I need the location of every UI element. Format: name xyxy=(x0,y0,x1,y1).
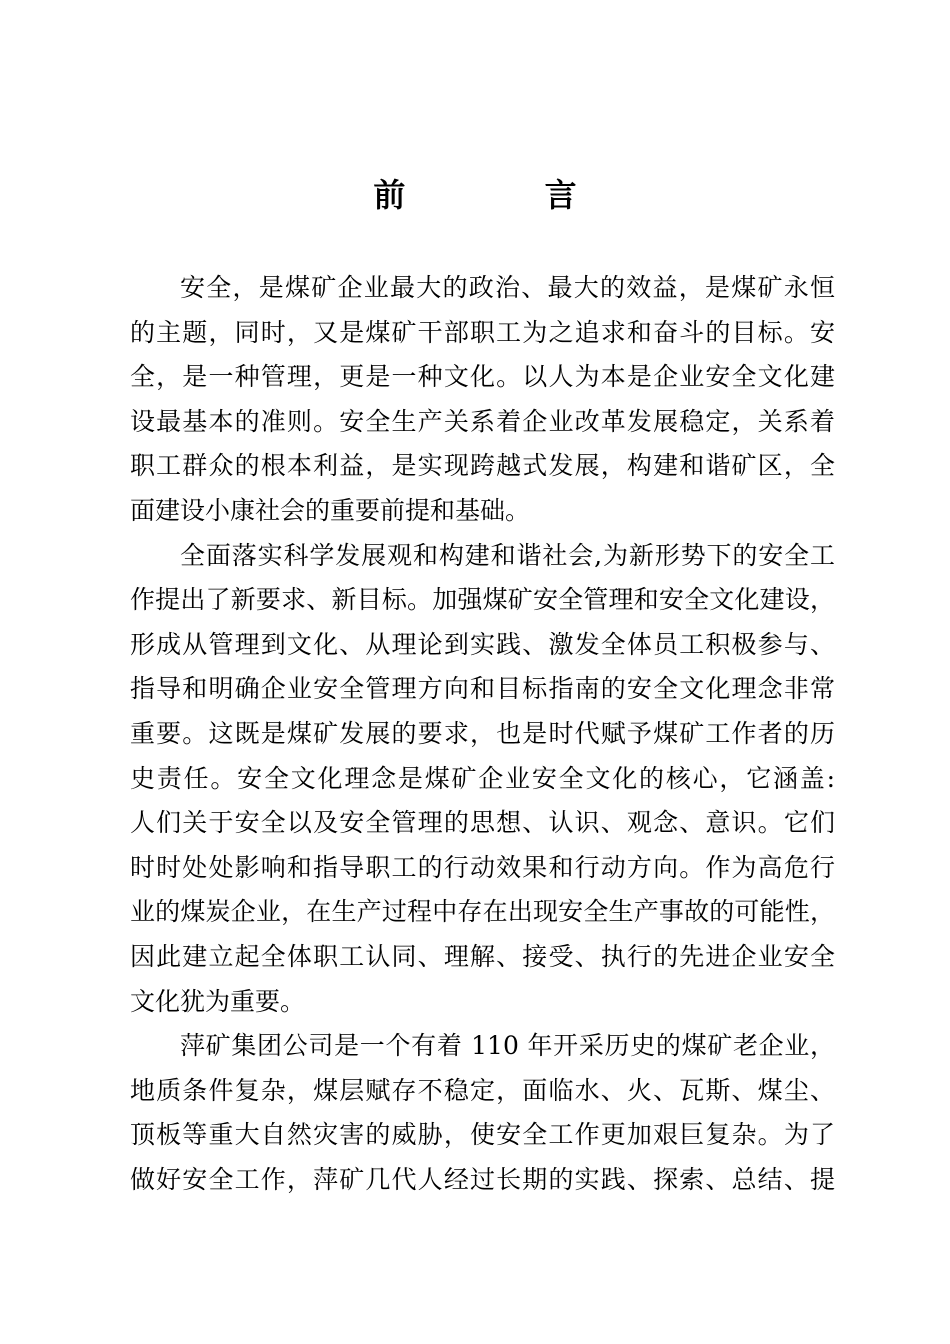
text-line: 形成从管理到文化、从理论到实践、激发全体员工积极参与、 xyxy=(130,629,835,659)
text-line: 因此建立起全体职工认同、理解、接受、执行的先进企业安全 xyxy=(130,941,835,971)
page-title: 前 言 xyxy=(373,176,641,214)
text-line: 地质条件复杂，煤层赋存不稳定，面临水、火、瓦斯、煤尘、 xyxy=(130,1075,835,1105)
text-line: 指导和明确企业安全管理方向和目标指南的安全文化理念非常 xyxy=(130,674,835,704)
document-body xyxy=(130,266,835,1202)
text-line: 安全，是煤矿企业最大的政治、最大的效益，是煤矿永恒 xyxy=(180,273,835,302)
text-line: 业的煤炭企业，在生产过程中存在出现安全生产事故的可能性， xyxy=(130,897,835,927)
text-line: 顶板等重大自然灾害的威胁，使安全工作更加艰巨复杂。为了 xyxy=(130,1120,835,1150)
text-line: 职工群众的根本利益，是实现跨越式发展，构建和谐矿区，全 xyxy=(130,451,835,481)
text-line: 的主题，同时，又是煤矿干部职工为之追求和奋斗的目标。安 xyxy=(130,317,835,347)
text-line: 人们关于安全以及安全管理的思想、认识、观念、意识。它们 xyxy=(130,808,835,838)
text-line: 史责任。安全文化理念是煤矿企业安全文化的核心，它涵盖: xyxy=(130,763,835,793)
text-line: 文化犹为重要。 xyxy=(130,986,306,1016)
text-line: 作提出了新要求、新目标。加强煤矿安全管理和安全文化建设， xyxy=(130,585,835,615)
text-line: 萍矿集团公司是一个有着 110 年开采历史的煤矿老企业， xyxy=(180,1031,835,1061)
text-line: 时时处处影响和指导职工的行动效果和行动方向。作为高危行 xyxy=(130,852,835,882)
text-line: 全，是一种管理，更是一种文化。以人为本是企业安全文化建 xyxy=(130,362,835,392)
text-line: 做好安全工作，萍矿几代人经过长期的实践、探索、总结、提 xyxy=(130,1164,835,1194)
text-line: 面建设小康社会的重要前提和基础。 xyxy=(130,495,531,525)
text-line: 全面落实科学发展观和构建和谐社会,为新形势下的安全工 xyxy=(180,540,835,570)
text-line: 设最基本的准则。安全生产关系着企业改革发展稳定，关系着 xyxy=(130,406,835,436)
text-line: 重要。这既是煤矿发展的要求，也是时代赋予煤矿工作者的历 xyxy=(130,718,835,748)
